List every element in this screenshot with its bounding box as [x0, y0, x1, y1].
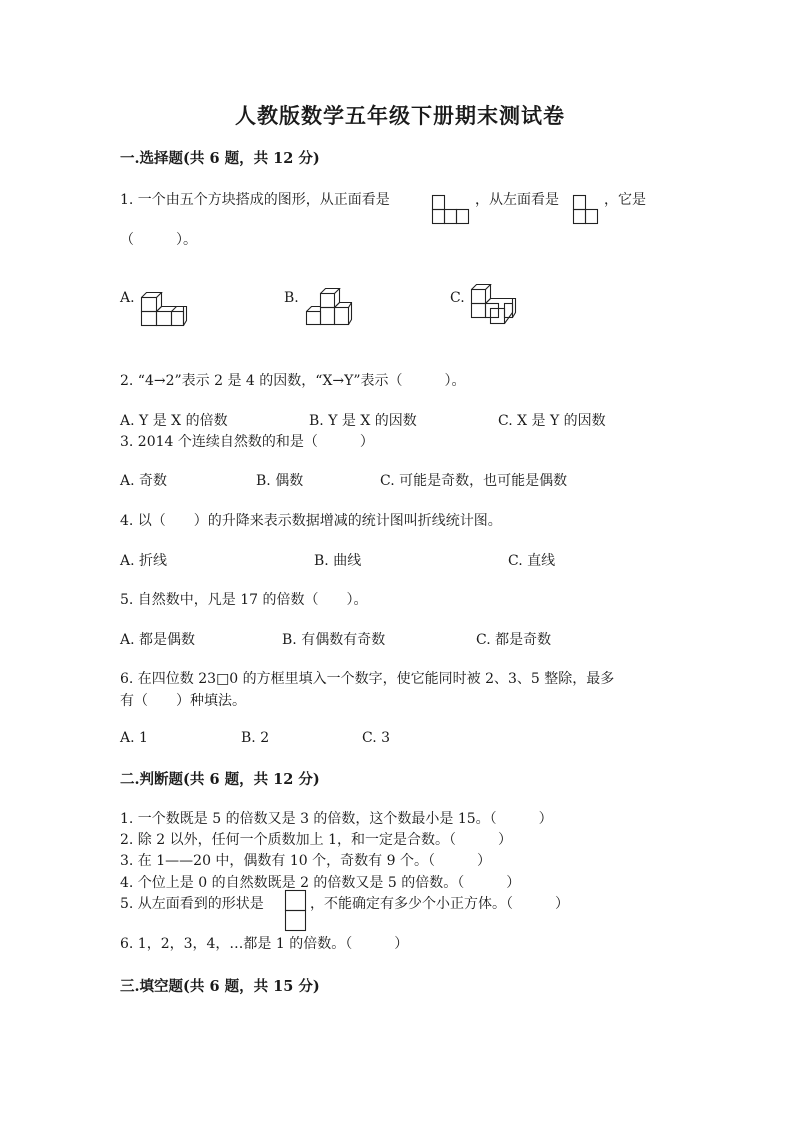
left-view-two-squares-figure — [285, 890, 307, 932]
question-1-stem-b: ，从左面看是 — [475, 192, 559, 208]
question-4-option-c: C. 直线 — [508, 553, 556, 569]
question-3-option-a: A. 奇数 — [120, 473, 168, 489]
question-2-option-c: C. X 是 Y 的因数 — [498, 413, 606, 429]
question-3-option-b: B. 偶数 — [256, 473, 304, 489]
question-4-stem: 4. 以（ ）的升降来表示数据增减的统计图叫折线统计图。 — [120, 513, 502, 529]
question-1-option-c: C. — [450, 290, 465, 306]
question-1-option-b: B. — [284, 290, 299, 306]
question-2-option-a: A. Y 是 X 的倍数 — [120, 413, 228, 429]
question-4-option-b: B. 曲线 — [314, 553, 362, 569]
judge-question-4: 4. 个位上是 0 的自然数既是 2 的倍数又是 5 的倍数。（ ） — [120, 875, 521, 891]
page-title: 人教版数学五年级下册期末测试卷 — [235, 103, 565, 128]
judge-question-5-after: ，不能确定有多少个小正方体。（ ） — [310, 896, 569, 912]
judge-question-2: 2. 除 2 以外，任何一个质数加上 1，和一定是合数。（ ） — [120, 832, 512, 848]
question-4-option-a: A. 折线 — [120, 553, 168, 569]
option-a-cube-figure — [138, 288, 190, 328]
question-1-stem-a: 1. 一个由五个方块搭成的图形，从正面看是 — [120, 192, 390, 208]
judge-question-5-before: 5. 从左面看到的形状是 — [120, 896, 264, 912]
option-b-cube-figure — [303, 286, 355, 328]
question-6-stem-line1: 6. 在四位数 23□0 的方框里填入一个数字，使它能同时被 2、3、5 整除，最多 — [120, 671, 615, 687]
section-heading-choice: 一.选择题(共 6 题，共 12 分) — [120, 150, 320, 167]
question-5-option-c: C. 都是奇数 — [476, 632, 552, 648]
front-view-figure — [432, 195, 472, 225]
judge-question-3: 3. 在 1——20 中，偶数有 10 个，奇数有 9 个。（ ） — [120, 853, 491, 869]
question-3-stem: 3. 2014 个连续自然数的和是（ ） — [120, 434, 374, 450]
judge-question-6: 6. 1，2，3，4，…都是 1 的倍数。（ ） — [120, 936, 409, 952]
left-view-figure — [573, 195, 603, 225]
question-2-stem: 2. “4→2”表示 2 是 4 的因数，“X→Y”表示（ ）。 — [120, 373, 466, 389]
section-heading-fill: 三.填空题(共 6 题，共 15 分) — [120, 978, 320, 995]
question-5-option-b: B. 有偶数有奇数 — [282, 632, 386, 648]
question-1-option-a: A. — [120, 290, 135, 306]
question-6-option-b: B. 2 — [241, 730, 270, 746]
question-6-stem-line2: 有（ ）种填法。 — [120, 693, 246, 709]
question-6-option-a: A. 1 — [120, 730, 148, 746]
option-c-cube-figure — [468, 284, 518, 328]
question-5-option-a: A. 都是偶数 — [120, 632, 196, 648]
judge-question-1: 1. 一个数既是 5 的倍数又是 3 的倍数，这个数最小是 15。（ ） — [120, 811, 553, 827]
section-heading-judge: 二.判断题(共 6 题，共 12 分) — [120, 771, 320, 788]
question-5-stem: 5. 自然数中，凡是 17 的倍数（ ）。 — [120, 592, 368, 608]
question-2-option-b: B. Y 是 X 的因数 — [309, 413, 417, 429]
question-1-stem-c: ，它是 — [604, 192, 646, 208]
question-3-option-c: C. 可能是奇数，也可能是偶数 — [380, 473, 568, 489]
question-1-stem-d: （ ）。 — [120, 232, 197, 248]
question-6-option-c: C. 3 — [362, 730, 391, 746]
